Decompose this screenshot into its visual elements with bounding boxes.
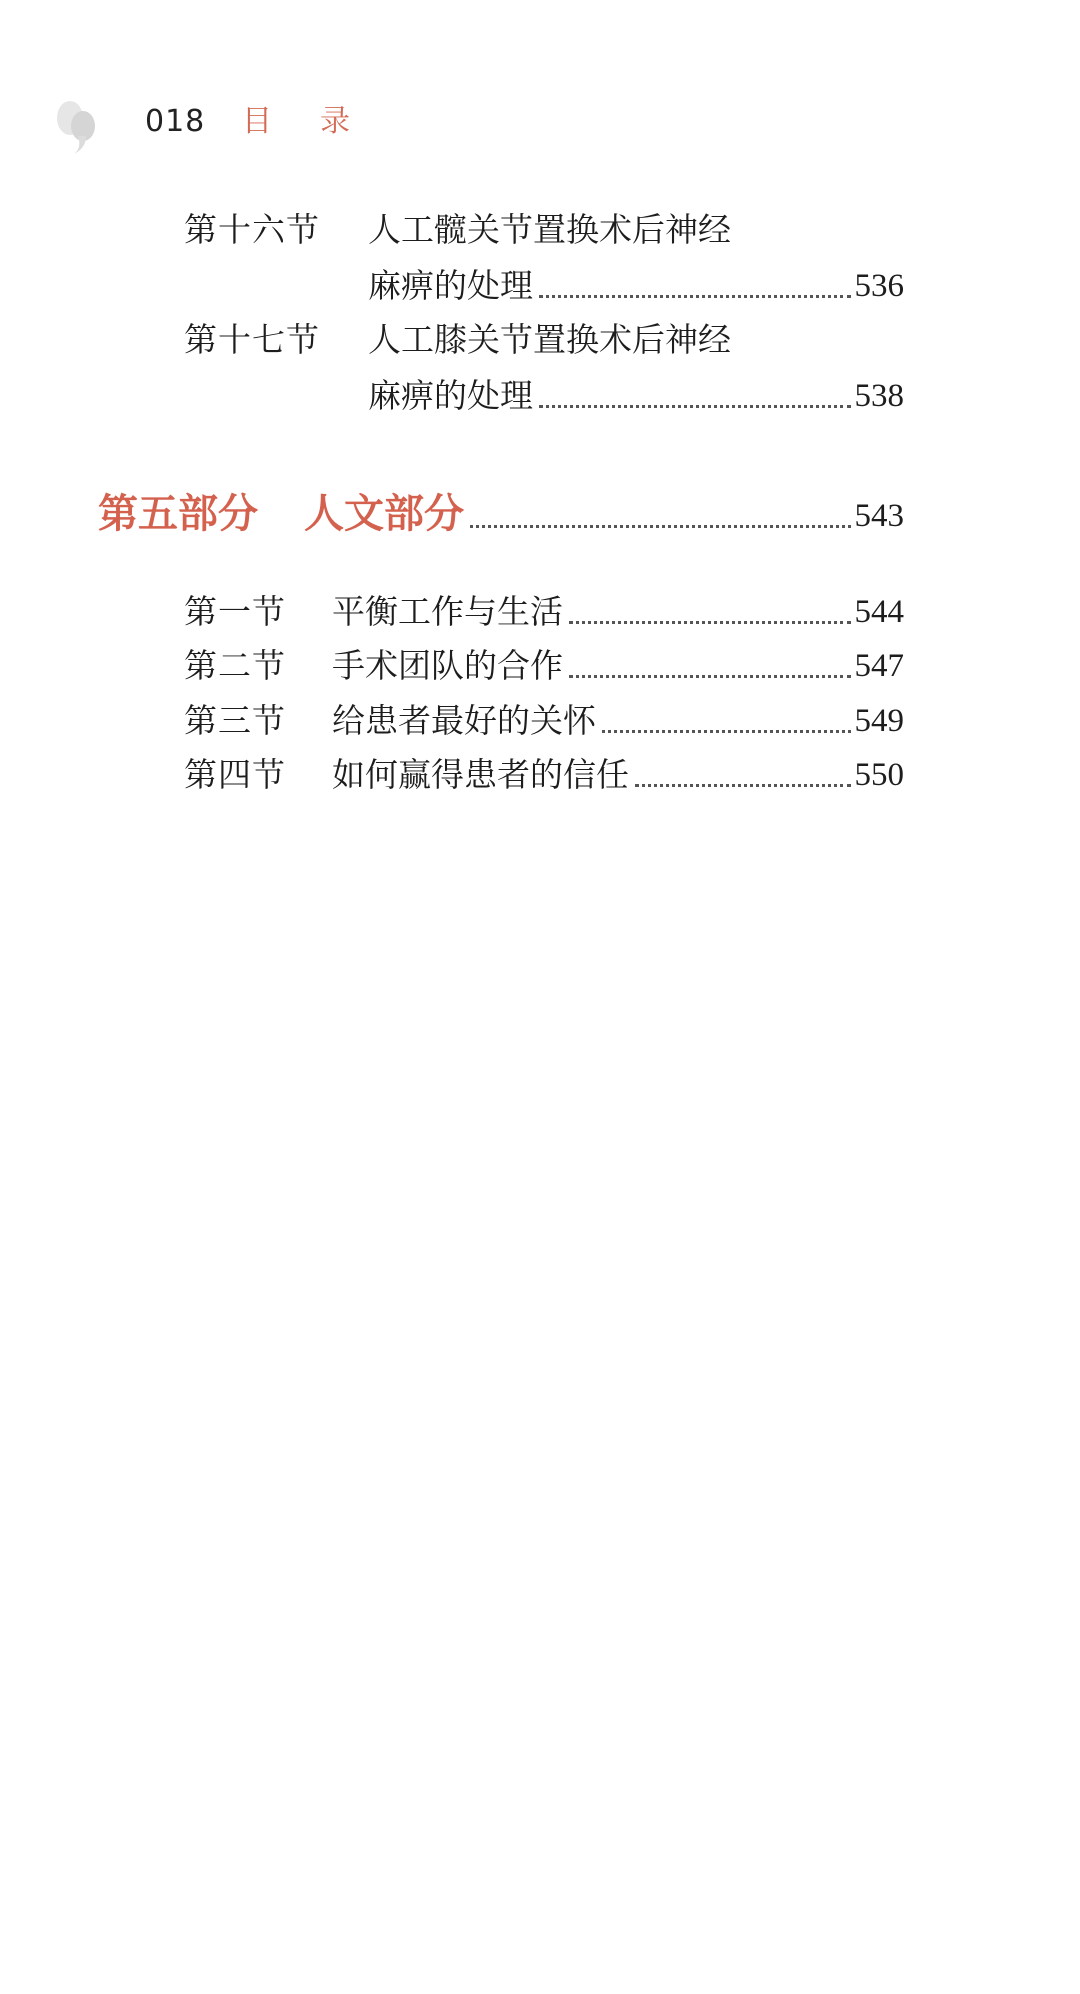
toc-entry-title: 人工髋关节置换术后神经 xyxy=(368,210,731,249)
toc-section-label: 第四节 xyxy=(184,755,286,794)
toc-page-number: 543 xyxy=(854,498,904,534)
dot-leader xyxy=(569,621,851,624)
toc-page-number: 549 xyxy=(854,703,904,739)
toc-section-label: 第三节 xyxy=(184,701,286,740)
toc-entry[interactable] xyxy=(184,588,904,636)
toc-page-number: 538 xyxy=(854,378,904,414)
toc-entry-title: 人工膝关节置换术后神经 xyxy=(368,320,731,359)
toc-entry-title: 如何赢得患者的信任 xyxy=(332,755,629,794)
toc-page-number: 544 xyxy=(854,594,904,630)
toc-entry-title: 给患者最好的关怀 xyxy=(332,701,596,740)
toc-entry[interactable] xyxy=(184,316,904,364)
dot-leader xyxy=(635,784,851,787)
toc-entry[interactable] xyxy=(184,751,904,799)
toc-section-label: 第二节 xyxy=(184,646,286,685)
part-label: 第五部分 xyxy=(98,491,258,537)
dot-leader xyxy=(470,525,851,528)
dot-leader xyxy=(602,730,851,733)
toc-entry[interactable] xyxy=(184,697,904,745)
header-title-char: 目 xyxy=(242,104,272,139)
toc-entry-title: 手术团队的合作 xyxy=(332,646,563,685)
toc-page-number: 536 xyxy=(854,268,904,304)
toc-part-heading[interactable] xyxy=(98,486,904,542)
header-title xyxy=(242,104,350,140)
toc-entry-title: 平衡工作与生活 xyxy=(332,592,563,631)
toc-entry-continuation[interactable] xyxy=(368,372,904,420)
toc-section-label: 第十七节 xyxy=(184,320,320,359)
toc-section-label: 第十六节 xyxy=(184,210,320,249)
toc-entry-continuation[interactable] xyxy=(368,262,904,310)
toc-entry-title: 麻痹的处理 xyxy=(368,376,533,415)
toc-page-number: 550 xyxy=(854,757,904,793)
toc-entry[interactable] xyxy=(184,642,904,690)
dot-leader xyxy=(539,405,851,408)
part-title: 人文部分 xyxy=(304,491,464,537)
page-number: 018 xyxy=(145,104,206,139)
toc-page-number: 547 xyxy=(854,648,904,684)
dot-leader xyxy=(569,675,851,678)
toc-entry-title: 麻痹的处理 xyxy=(368,266,533,305)
header-title-char: 录 xyxy=(320,104,350,139)
page-header xyxy=(0,0,1080,180)
logo-icon xyxy=(52,96,102,154)
toc-entry[interactable] xyxy=(184,206,904,254)
toc-section-label: 第一节 xyxy=(184,592,286,631)
dot-leader xyxy=(539,295,851,298)
